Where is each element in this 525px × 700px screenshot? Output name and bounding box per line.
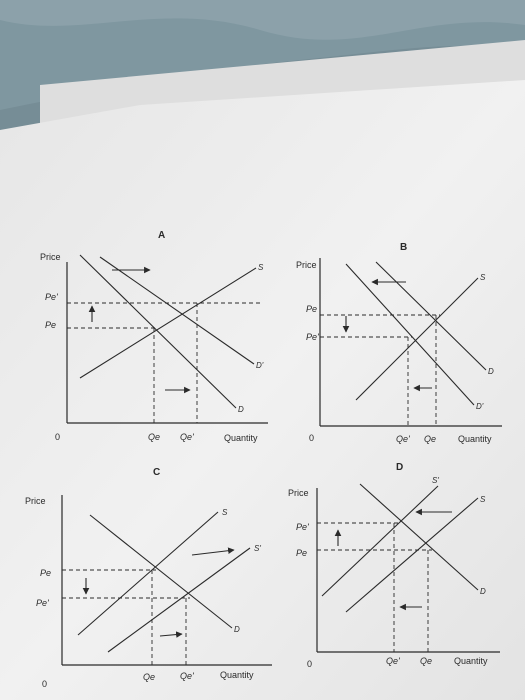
graph-c-p-low-label: Pe'	[36, 598, 49, 608]
graph-c-origin: 0	[42, 679, 48, 689]
graph-d-p-high-label: Pe'	[296, 522, 309, 532]
graph-c-s-label: S	[222, 508, 228, 517]
graph-d-s2-label: S'	[432, 476, 439, 485]
graph-b-p-high-label: Pe	[306, 304, 318, 314]
graph-a-q2-label: Qe'	[180, 432, 194, 442]
graph-d-q2-label: Qe	[420, 656, 433, 666]
graph-a-s-label: S	[258, 263, 264, 272]
graph-b-d-label: D	[488, 367, 494, 376]
graph-d-q1-label: Qe'	[386, 656, 400, 666]
graph-a-q1-label: Qe	[148, 432, 161, 442]
graph-b-p-low-label: Pe'	[306, 332, 319, 342]
graph-a-origin: 0	[55, 432, 61, 442]
graph-d-d-label: D	[480, 587, 486, 596]
graph-c-price-label: Price	[25, 496, 46, 506]
graph-d-price-label: Price	[288, 488, 309, 498]
graph-b-q1-label: Qe'	[396, 434, 410, 444]
graph-a-title: A	[158, 230, 166, 241]
graph-b-s-label: S	[480, 273, 486, 282]
graph-b-d2-label: D'	[476, 402, 484, 411]
graph-c-q1-label: Qe	[143, 672, 156, 682]
graph-a-price-label: Price	[40, 252, 61, 262]
graph-a-d-label: D	[238, 405, 244, 414]
graph-c-s2-label: S'	[254, 544, 261, 553]
graph-d-p-low-label: Pe	[296, 548, 308, 558]
graph-c-quantity-label: Quantity	[220, 670, 254, 680]
graph-b-q2-label: Qe	[424, 434, 437, 444]
graph-b-price-label: Price	[296, 260, 317, 270]
graph-b-quantity-label: Quantity	[458, 434, 492, 444]
graph-d-origin: 0	[307, 659, 313, 669]
graph-b-title: B	[400, 242, 408, 253]
graph-b-origin: 0	[309, 433, 315, 443]
graph-a-p-high-label: Pe'	[45, 292, 58, 302]
graph-c-title: C	[153, 467, 161, 478]
graph-c-q2-label: Qe'	[180, 671, 194, 681]
graph-a-p-low-label: Pe	[45, 320, 57, 330]
graph-c-p-high-label: Pe	[40, 568, 52, 578]
worksheet-page	[0, 80, 525, 700]
graph-d-quantity-label: Quantity	[454, 656, 488, 666]
graph-d-s-label: S	[480, 495, 486, 504]
graph-d-title: D	[396, 462, 404, 473]
graph-c-d-label: D	[234, 625, 240, 634]
graph-a-quantity-label: Quantity	[224, 433, 258, 443]
graph-a-d2-label: D'	[256, 361, 264, 370]
